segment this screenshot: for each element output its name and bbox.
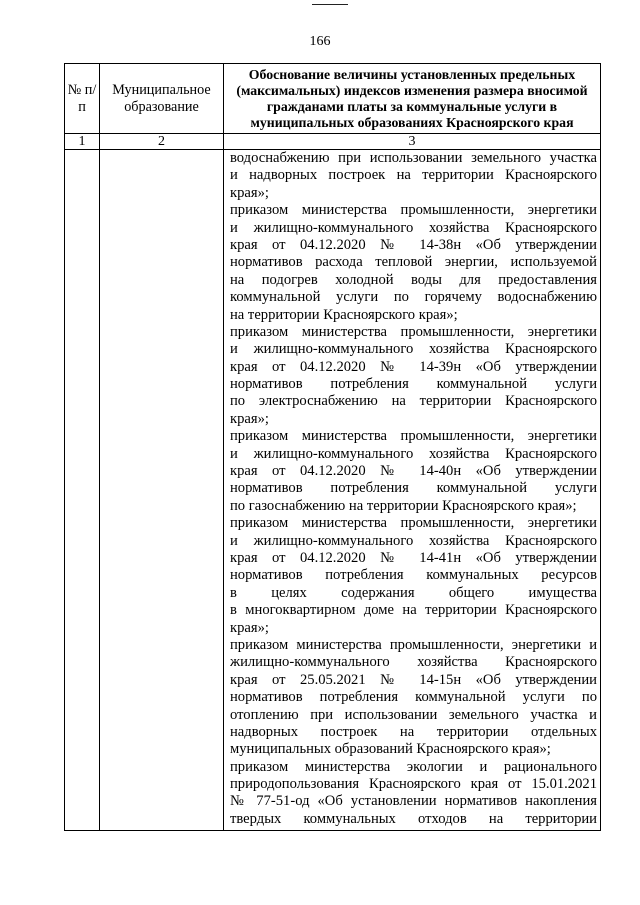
text-line: нормативов потребления коммунальной услуги по <box>230 689 597 706</box>
text-line: приказом министерства промышленности, энергетики <box>230 515 597 532</box>
text-line: приказом министерства экологии и рационального <box>230 758 597 775</box>
text-line: нормативов расхода тепловой энергии, используемой <box>230 254 597 271</box>
header-municipality: Муниципальное образование <box>100 64 224 134</box>
text-line: приказом министерства промышленности, энергетики <box>230 323 597 340</box>
text-line: приказом министерства промышленности, энергетики <box>230 202 597 219</box>
municipality-cell <box>100 150 224 831</box>
text-line: и надворных построек на территории Красноярского <box>230 167 597 184</box>
page-number: 166 <box>309 34 331 49</box>
header-row <box>65 64 601 134</box>
text-line: края от 25.05.2021 № 14-15н «Об утверждении <box>230 671 597 688</box>
text-line: в многоквартирном доме на территории Красноярского <box>230 602 597 619</box>
text-line: в целях содержания общего имущества <box>230 584 597 601</box>
text-line: края от 04.12.2020 № 14-38н «Об утверждении <box>230 236 597 253</box>
text-line: по электроснабжению на территории Красноярского <box>230 393 597 410</box>
text-line: муниципальных образований Красноярского края»; <box>230 741 551 758</box>
text-line: приказом министерства промышленности, энергетики <box>230 428 597 445</box>
text-line: и жилищно-коммунального хозяйства Красноярского <box>230 219 597 236</box>
text-line: отоплению при использовании земельного участка и <box>230 706 597 723</box>
text-line: края»; <box>230 619 269 636</box>
column-number: 2 <box>100 134 224 150</box>
text-line: края»; <box>230 410 269 427</box>
justification-text <box>224 150 600 828</box>
text-line: надворных построек на территории отдельных <box>230 723 597 740</box>
justification-table <box>64 63 601 831</box>
top-edge-mark <box>312 4 348 5</box>
row-number-cell <box>65 150 100 831</box>
text-line: края от 04.12.2020 № 14-40н «Об утверждении <box>230 463 597 480</box>
text-line: нормативов потребления коммунальной услуги <box>230 480 597 497</box>
text-line: № 77-51-од «Об установлении нормативов накопления <box>230 793 597 810</box>
text-line: на территории Красноярского края»; <box>230 306 458 323</box>
text-line: коммунальной услуги по горячему водоснабжению <box>230 289 597 306</box>
column-number-row <box>65 134 601 150</box>
text-line: твердых коммунальных отходов на территории <box>230 810 597 827</box>
text-line: по газоснабжению на территории Красноярского края»; <box>230 497 577 514</box>
header-number: № п/п <box>65 64 100 134</box>
justification-cell <box>224 150 601 831</box>
text-line: водоснабжению при использовании земельного участка <box>230 150 597 166</box>
text-line: края от 04.12.2020 № 14-41н «Об утверждении <box>230 549 597 566</box>
table-row <box>65 150 601 831</box>
text-line: нормативов потребления коммунальных ресурсов <box>230 567 597 584</box>
text-line: нормативов потребления коммунальной услуги <box>230 376 597 393</box>
text-line: и жилищно-коммунального хозяйства Красноярского <box>230 445 597 462</box>
column-number: 1 <box>65 134 100 150</box>
text-line: жилищно-коммунального хозяйства Красноярского <box>230 654 597 671</box>
text-line: края от 04.12.2020 № 14-39н «Об утверждении <box>230 358 597 375</box>
text-line: приказом министерства промышленности, энергетики и <box>230 636 597 653</box>
text-line: края»; <box>230 184 269 201</box>
text-line: и жилищно-коммунального хозяйства Красноярского <box>230 341 597 358</box>
header-justification: Обоснование величины установленных предельных (максимальных) индексов изменения размера вносимой гражданами платы за коммунальные услуги в муниципальных образованиях Красноярского края <box>224 64 601 134</box>
text-line: и жилищно-коммунального хозяйства Красноярского <box>230 532 597 549</box>
text-line: на подогрев холодной воды для предоставления <box>230 271 597 288</box>
column-number: 3 <box>224 134 601 150</box>
text-line: природопользования Красноярского края от 15.01.2021 <box>230 776 597 793</box>
